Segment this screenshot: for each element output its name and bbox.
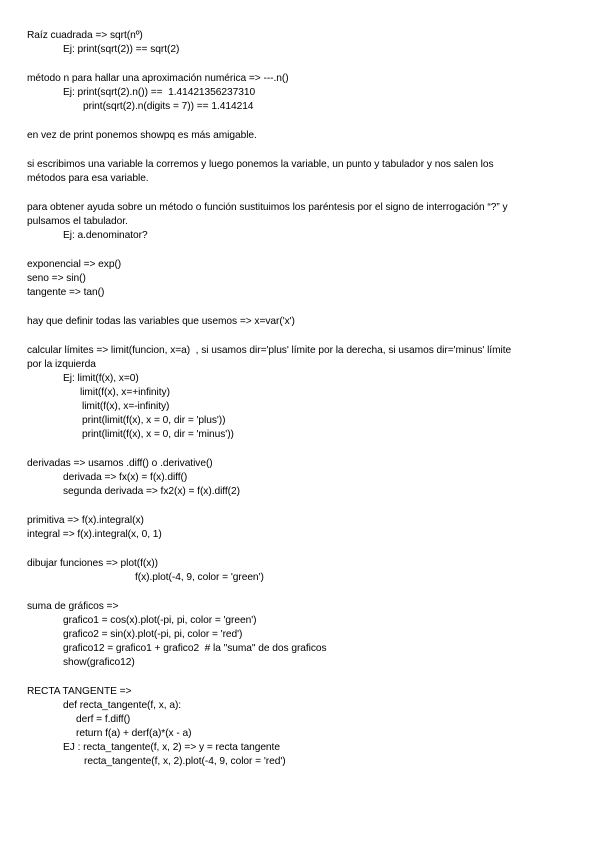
text-line: print(sqrt(2).n(digits = 7)) == 1.414214 bbox=[83, 101, 254, 112]
text-line: primitiva => f(x).integral(x) bbox=[27, 515, 144, 526]
text-line: limit(f(x), x=+infinity) bbox=[80, 387, 170, 398]
text-line: derf = f.diff() bbox=[76, 714, 131, 725]
text-line: integral => f(x).integral(x, 0, 1) bbox=[27, 529, 162, 540]
text-line: calcular límites => limit(funcion, x=a) , si usamos dir='plus' límite por la derecha, si usamos dir='minus' límite bbox=[27, 345, 512, 356]
text-line: por la izquierda bbox=[27, 359, 96, 370]
text-line: Ej: print(sqrt(2).n()) == 1.41421356237310 bbox=[63, 87, 256, 98]
text-line: en vez de print ponemos showpq es más amigable. bbox=[27, 130, 257, 141]
text-line: seno => sin() bbox=[27, 273, 86, 284]
text-line: show(grafico12) bbox=[63, 657, 135, 668]
text-line: f(x).plot(-4, 9, color = 'green') bbox=[135, 572, 264, 583]
text-line: métodos para esa variable. bbox=[27, 173, 149, 184]
text-line: exponencial => exp() bbox=[27, 259, 122, 270]
text-line: grafico2 = sin(x).plot(-pi, pi, color = 'red') bbox=[63, 629, 243, 640]
text-line: método n para hallar una aproximación numérica => ---.n() bbox=[27, 73, 289, 84]
text-line: grafico12 = grafico1 + grafico2 # la "suma" de dos graficos bbox=[63, 643, 327, 654]
text-line: suma de gráficos => bbox=[27, 601, 119, 612]
text-line: tangente => tan() bbox=[27, 287, 105, 298]
text-line: EJ : recta_tangente(f, x, 2) => y = recta tangente bbox=[63, 742, 280, 753]
text-line: para obtener ayuda sobre un método o función sustituimos los paréntesis por el signo de interrogación “?” y bbox=[27, 202, 508, 213]
text-line: RECTA TANGENTE => bbox=[27, 686, 132, 697]
text-line: recta_tangente(f, x, 2).plot(-4, 9, color = 'red') bbox=[84, 756, 286, 767]
text-line: Ej: print(sqrt(2)) == sqrt(2) bbox=[63, 44, 180, 55]
text-line: print(limit(f(x), x = 0, dir = 'plus')) bbox=[82, 415, 226, 426]
text-line: hay que definir todas las variables que usemos => x=var('x') bbox=[27, 316, 295, 327]
text-line: dibujar funciones => plot(f(x)) bbox=[27, 558, 158, 569]
text-line: limit(f(x), x=-infinity) bbox=[82, 401, 170, 412]
text-line: derivadas => usamos .diff() o .derivative() bbox=[27, 458, 213, 469]
text-line: derivada => fx(x) = f(x).diff() bbox=[63, 472, 188, 483]
text-line: print(limit(f(x), x = 0, dir = 'minus')) bbox=[82, 429, 234, 440]
text-line: return f(a) + derf(a)*(x - a) bbox=[76, 728, 192, 739]
text-line: grafico1 = cos(x).plot(-pi, pi, color = 'green') bbox=[63, 615, 257, 626]
text-line: Ej: limit(f(x), x=0) bbox=[63, 373, 139, 384]
text-line: segunda derivada => fx2(x) = f(x).diff(2) bbox=[63, 486, 240, 497]
text-line: Ej: a.denominator? bbox=[63, 230, 148, 241]
text-line: Raíz cuadrada => sqrt(nº) bbox=[27, 30, 143, 41]
text-line: pulsamos el tabulador. bbox=[27, 216, 128, 227]
text-line: def recta_tangente(f, x, a): bbox=[63, 700, 182, 711]
text-line: si escribimos una variable la corremos y luego ponemos la variable, un punto y tabulador y nos salen los bbox=[27, 159, 494, 170]
